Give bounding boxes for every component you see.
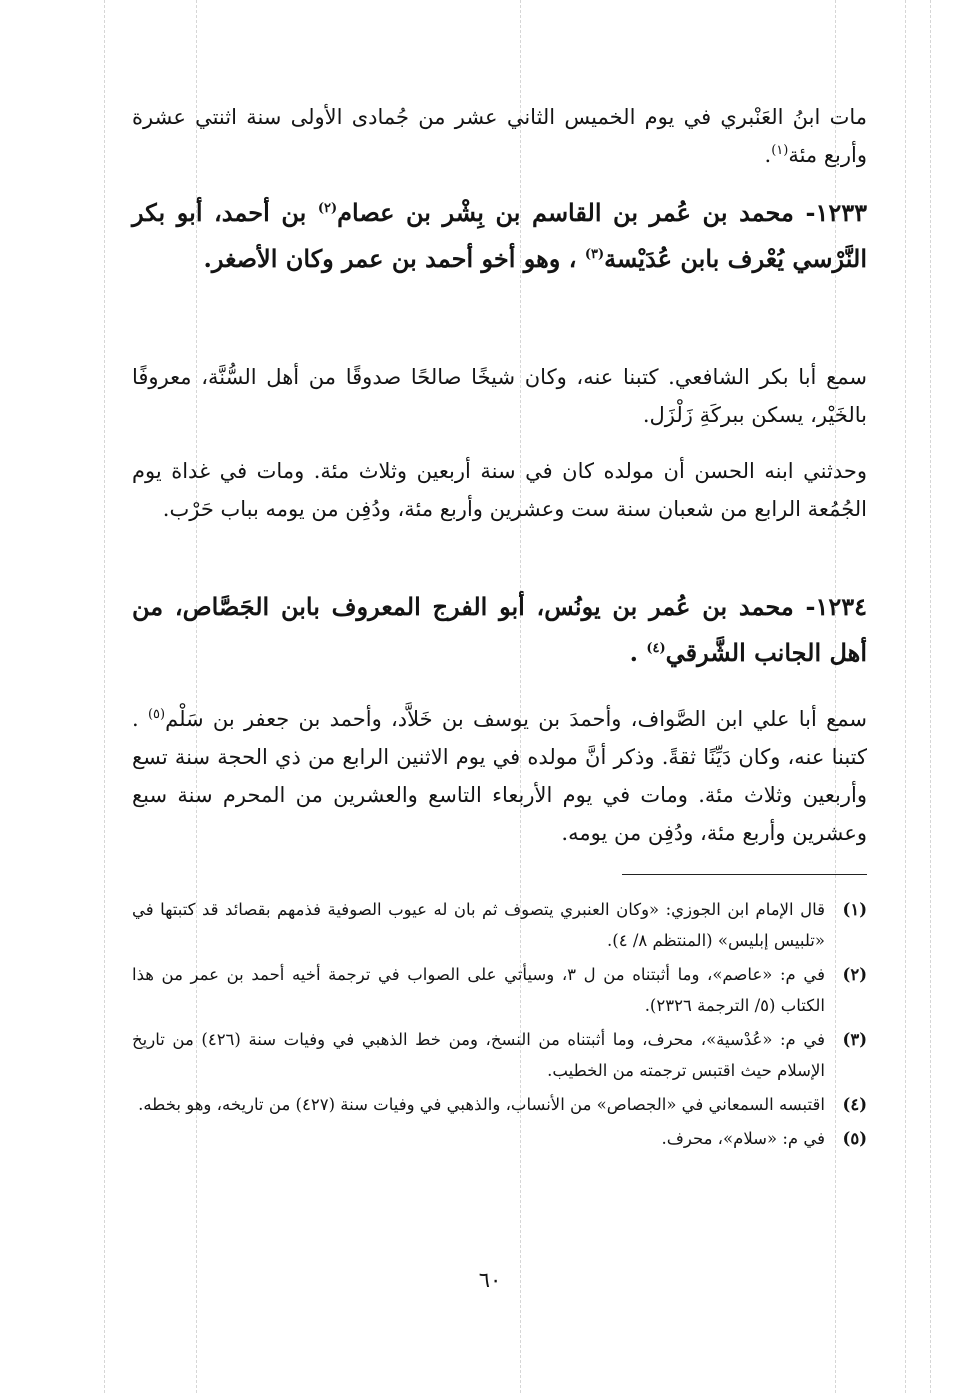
footnote-number: (٥) [842, 1129, 867, 1148]
footnote-item [132, 959, 867, 1021]
entry-1234-heading [132, 584, 867, 676]
footnote-number: (٢) [842, 965, 867, 984]
paragraph-entry-1234-body [132, 700, 867, 852]
scan-guide-line [104, 0, 105, 1393]
footnote-marker[interactable]: (٥) [147, 707, 166, 722]
footnote-number: (٤) [842, 1095, 867, 1114]
footnote-text: في م: «عُدْسية»، محرف، وما أثبتناه من النسخ، ومن خط الذهبي في وفيات سنة (٤٢٦) من تاريخ الإسلام حيث اقتبس ترجمته من الخطيب. [132, 1030, 825, 1080]
footnote-text: اقتبسه السمعاني في «الجصاص» من الأنساب، والذهبي في وفيات سنة (٤٢٧) من تاريخه، وهو بخطه. [138, 1095, 825, 1114]
scan-guide-line [905, 0, 906, 1393]
footnote-separator [622, 874, 867, 875]
entry-1233-heading [132, 190, 867, 282]
entry-number: ١٢٣٤- [805, 592, 867, 621]
paragraph-death-note: مات ابنُ العَنْبري في يوم الخميس الثاني عشر من جُمادى الأولى سنة اثنتي عشرة وأربع مئة$^{(١)}$. [132, 105, 867, 167]
entry-name-end: ، وهو أخو أحمد بن عمر وكان الأصغر. [203, 244, 577, 273]
entry-end: . [629, 638, 638, 667]
footnote-marker[interactable]: (١) [771, 143, 789, 158]
paragraph-text-cont: . كتبنا عنه، وكان دَيِّنًا ثقةً. وذكر أنَّ مولده في يوم الاثنين الرابع من ذي الحجة سنة تسع وأربعين وثلاث مئة. ومات في يوم الأربعاء التاسع والعشرين من المحرم سنة سبع وعشرين وأربع مئة، ودُفِن من يومه. [132, 707, 867, 845]
scan-guide-line [930, 0, 931, 1393]
entry-name-cont: بن أحمد، أبو بكر النَّرْسي يُعْرف بابن عُدَيْسة [132, 198, 867, 273]
entry-name: محمد بن عُمر بن يونُس، أبو الفرج المعروف بابن الجَصَّاص، من أهل الجانب الشَّرقي [132, 592, 867, 667]
paragraph-birth-death [132, 452, 867, 528]
footnote-item [132, 1123, 867, 1154]
entry-name: محمد بن عُمر بن القاسم بن بِشْر بن عصام [337, 198, 794, 227]
paragraph-text: سمع أبا بكر الشافعي. كتبنا عنه، وكان شيخًا صالحًا صدوقًا من أهل السُّنَّة، معروفًا بالخَيْر، يسكن ببركَةِ زَلْزَل. [132, 365, 867, 427]
footnote-marker[interactable]: (٤) [646, 641, 666, 656]
footnote-number: (٣) [842, 1030, 867, 1049]
footnote-text: في م: «سلام»، محرف. [661, 1129, 825, 1148]
footnote-item [132, 1024, 867, 1086]
paragraph-hearing [132, 358, 867, 434]
footnote-item [132, 894, 867, 956]
paragraph-text: سمع أبا علي ابن الصَّواف، وأحمدَ بن يوسف بن خَلاَّد، وأحمد بن جعفر بن سَلْم [165, 707, 867, 731]
footnote-text: في م: «عاصم»، وما أثبتناه من ل ٣، وسيأتي على الصواب في ترجمة أخيه أحمد بن عمر من هذا الكتاب (٥/ الترجمة ٢٣٢٦). [132, 965, 826, 1015]
footnote-marker[interactable]: (٢) [317, 201, 338, 216]
paragraph-text: وحدثني ابنه الحسن أن مولده كان في سنة أربعين وثلاث مئة. ومات في غداة يوم الجُمُعة الرابع من شعبان سنة ست وعشرين وأربع مئة، ودُفِن من يومه بباب حَرْب. [132, 459, 867, 521]
footnote-item [132, 1089, 867, 1120]
page-number: ٦٠ [478, 1268, 502, 1292]
footnote-number: (١) [842, 900, 867, 919]
paragraph-text: مات ابنُ العَنْبري في يوم الخميس الثاني عشر من جُمادى الأولى سنة اثنتي عشرة وأربع مئة [132, 105, 867, 167]
footnotes-section [132, 894, 867, 1157]
footnote-text: قال الإمام ابن الجوزي: «وكان العنبري يتصوف ثم بان له عيوب الصوفية فذمهم بقصائد قد كتبتها في «تلبيس إبليس» (المنتظم ٨/ ٤). [132, 900, 825, 950]
footnote-marker[interactable]: (٣) [584, 247, 605, 262]
entry-number: ١٢٣٣- [805, 198, 868, 227]
